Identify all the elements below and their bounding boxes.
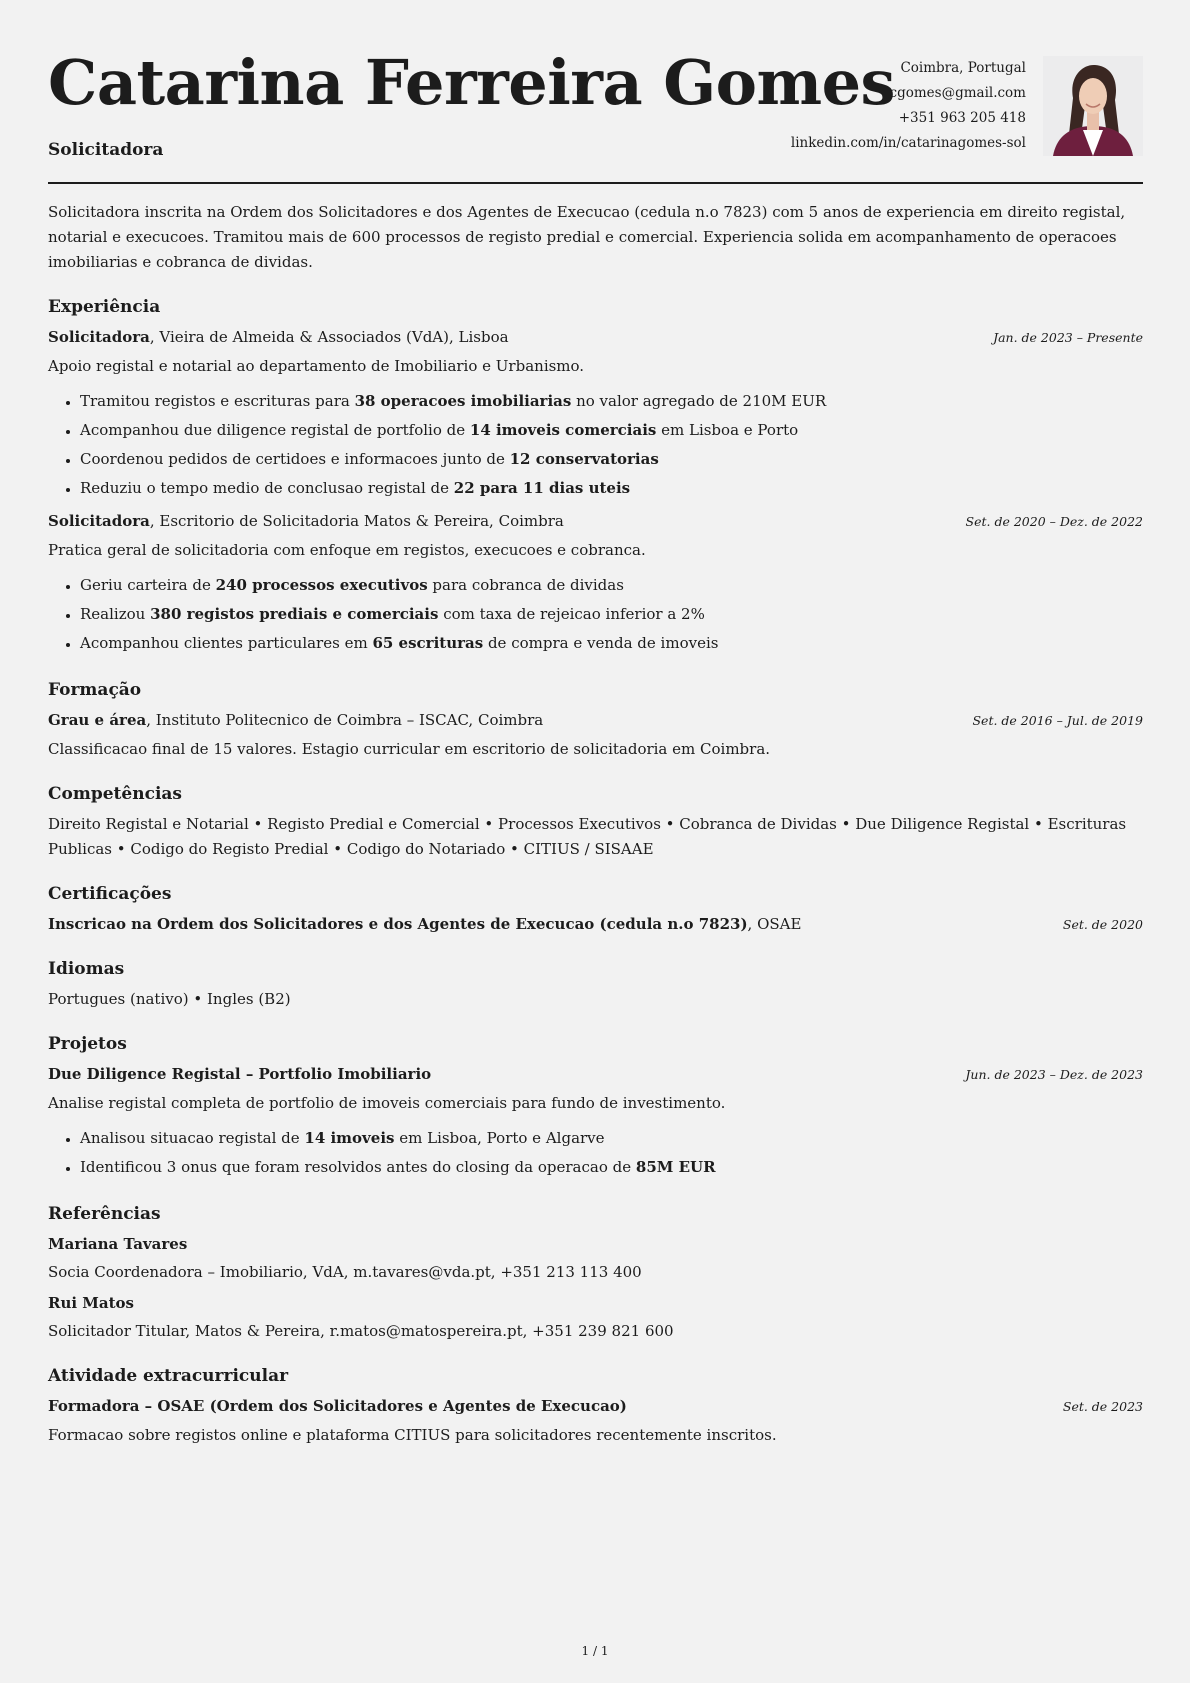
job-description: Pratica geral de solicitadoria com enfoque em registos, execucoes e cobranca. xyxy=(48,541,646,559)
contact-location: Coimbra, Portugal xyxy=(900,60,1026,76)
experience-item xyxy=(48,325,1143,503)
bullet-item: • Acompanhou clientes particulares em 65 escrituras de compra e venda de imoveis xyxy=(80,629,1143,658)
page-number: 1 / 1 xyxy=(581,1644,609,1658)
certification-item xyxy=(48,912,1143,937)
project-description: Analise registal completa de portfolio de imoveis comerciais para fundo de investimento. xyxy=(48,1094,726,1112)
project-date: Jun. de 2023 – Dez. de 2023 xyxy=(965,1067,1143,1082)
certification-issuer: , OSAE xyxy=(747,915,802,933)
skills-list: Direito Registal e Notarial • Registo Predial e Comercial • Processos Executivos • Cobranca de Dividas • Due Diligence Registal • Escrituras Publicas • Codigo do Registo Predial • Codigo do Notariado • CITIUS / SISAAE xyxy=(48,815,1127,858)
job-organization: , Vieira de Almeida & Associados (VdA), Lisboa xyxy=(149,328,509,346)
candidate-name: Catarina Ferreira Gomes xyxy=(48,46,895,119)
skills-heading: Competências xyxy=(48,784,182,804)
reference-info: Socia Coordenadora – Imobiliario, VdA, m.tavares@vda.pt, +351 213 113 400 xyxy=(48,1263,642,1281)
job-bullets xyxy=(48,387,1143,503)
education-heading: Formação xyxy=(48,680,142,700)
extracurricular-heading: Atividade extracurricular xyxy=(48,1366,289,1386)
experience-header xyxy=(48,325,1143,350)
extracurricular-description: Formacao sobre registos online e plataforma CITIUS para solicitadores recentemente inscritos. xyxy=(48,1426,777,1444)
education-header xyxy=(48,708,1143,733)
bullet-item: • Coordenou pedidos de certidoes e informacoes junto de 12 conservatorias xyxy=(80,445,1143,474)
education-school: , Instituto Politecnico de Coimbra – ISCAC, Coimbra xyxy=(146,711,544,729)
summary-text: Solicitadora inscrita na Ordem dos Solicitadores e dos Agentes de Execucao (cedula n.o 7823) com 5 anos de experiencia em direito registal, notarial e execucoes. Tramitou mais de 600 processos de registo predial e comercial. Experiencia solida em acompanhamento de operacoes imobiliarias e cobranca de dividas. xyxy=(48,203,1126,271)
reference-item xyxy=(48,1291,1143,1344)
reference-info: Solicitador Titular, Matos & Pereira, r.matos@matospereira.pt, +351 239 821 600 xyxy=(48,1322,674,1340)
experience-header xyxy=(48,509,1143,534)
candidate-headline: Solicitadora xyxy=(48,140,164,160)
languages-list: Portugues (nativo) • Ingles (B2) xyxy=(48,990,291,1008)
reference-name: Mariana Tavares xyxy=(48,1235,188,1253)
reference-item xyxy=(48,1232,1143,1285)
bullet-item: • Tramitou registos e escrituras para 38 operacoes imobiliarias no valor agregado de 210M EUR xyxy=(80,387,1143,416)
bullet-item: • Acompanhou due diligence registal de portfolio de 14 imoveis comerciais em Lisboa e Porto xyxy=(80,416,1143,445)
extracurricular-header xyxy=(48,1394,1143,1419)
references-heading: Referências xyxy=(48,1204,161,1224)
job-description: Apoio registal e notarial ao departamento de Imobiliario e Urbanismo. xyxy=(48,357,585,375)
education-description: Classificacao final de 15 valores. Estagio curricular em escritorio de solicitadoria em Coimbra. xyxy=(48,740,771,758)
resume-header xyxy=(48,0,1143,184)
bullet-item: • Identificou 3 onus que foram resolvidos antes do closing da operacao de 85M EUR xyxy=(80,1153,1143,1182)
extracurricular-name: Formadora – OSAE (Ordem dos Solicitadores e Agentes de Execucao) xyxy=(48,1397,627,1415)
job-date: Jan. de 2023 – Presente xyxy=(993,330,1143,345)
bullet-item: • Reduziu o tempo medio de conclusao registal de 22 para 11 dias uteis xyxy=(80,474,1143,503)
projects-heading: Projetos xyxy=(48,1034,127,1054)
job-role: Solicitadora xyxy=(48,512,150,530)
languages-heading: Idiomas xyxy=(48,959,125,979)
resume-page xyxy=(48,0,1143,1448)
bullet-item: • Realizou 380 registos prediais e comerciais com taxa de rejeicao inferior a 2% xyxy=(80,600,1143,629)
reference-name: Rui Matos xyxy=(48,1294,134,1312)
education-degree: Grau e área xyxy=(48,711,147,729)
contact-email[interactable]: cgomes@gmail.com xyxy=(889,85,1026,101)
certification-date: Set. de 2020 xyxy=(1062,917,1143,932)
contact-phone[interactable]: +351 963 205 418 xyxy=(898,110,1026,126)
extracurricular-date: Set. de 2023 xyxy=(1062,1399,1143,1414)
bullet-item: • Analisou situacao registal de 14 imoveis em Lisboa, Porto e Algarve xyxy=(80,1124,1143,1153)
certifications-heading: Certificações xyxy=(48,884,172,904)
certification-name: Inscricao na Ordem dos Solicitadores e dos Agentes de Execucao (cedula n.o 7823) xyxy=(48,915,748,933)
project-header xyxy=(48,1062,1143,1087)
contact-linkedin[interactable]: linkedin.com/in/catarinagomes-sol xyxy=(790,135,1026,151)
job-bullets xyxy=(48,571,1143,658)
profile-photo-image xyxy=(1043,56,1143,156)
job-date: Set. de 2020 – Dez. de 2022 xyxy=(965,514,1143,529)
profile-photo xyxy=(1043,56,1143,156)
education-date: Set. de 2016 – Jul. de 2019 xyxy=(972,713,1143,728)
experience-item xyxy=(48,509,1143,658)
project-name: Due Diligence Registal – Portfolio Imobiliario xyxy=(48,1065,432,1083)
contact-block xyxy=(791,56,1026,156)
job-organization: , Escritorio de Solicitadoria Matos & Pereira, Coimbra xyxy=(149,512,564,530)
experience-heading: Experiência xyxy=(48,297,161,317)
bullet-item: • Geriu carteira de 240 processos executivos para cobranca de dividas xyxy=(80,571,1143,600)
job-role: Solicitadora xyxy=(48,328,150,346)
project-bullets xyxy=(48,1124,1143,1182)
